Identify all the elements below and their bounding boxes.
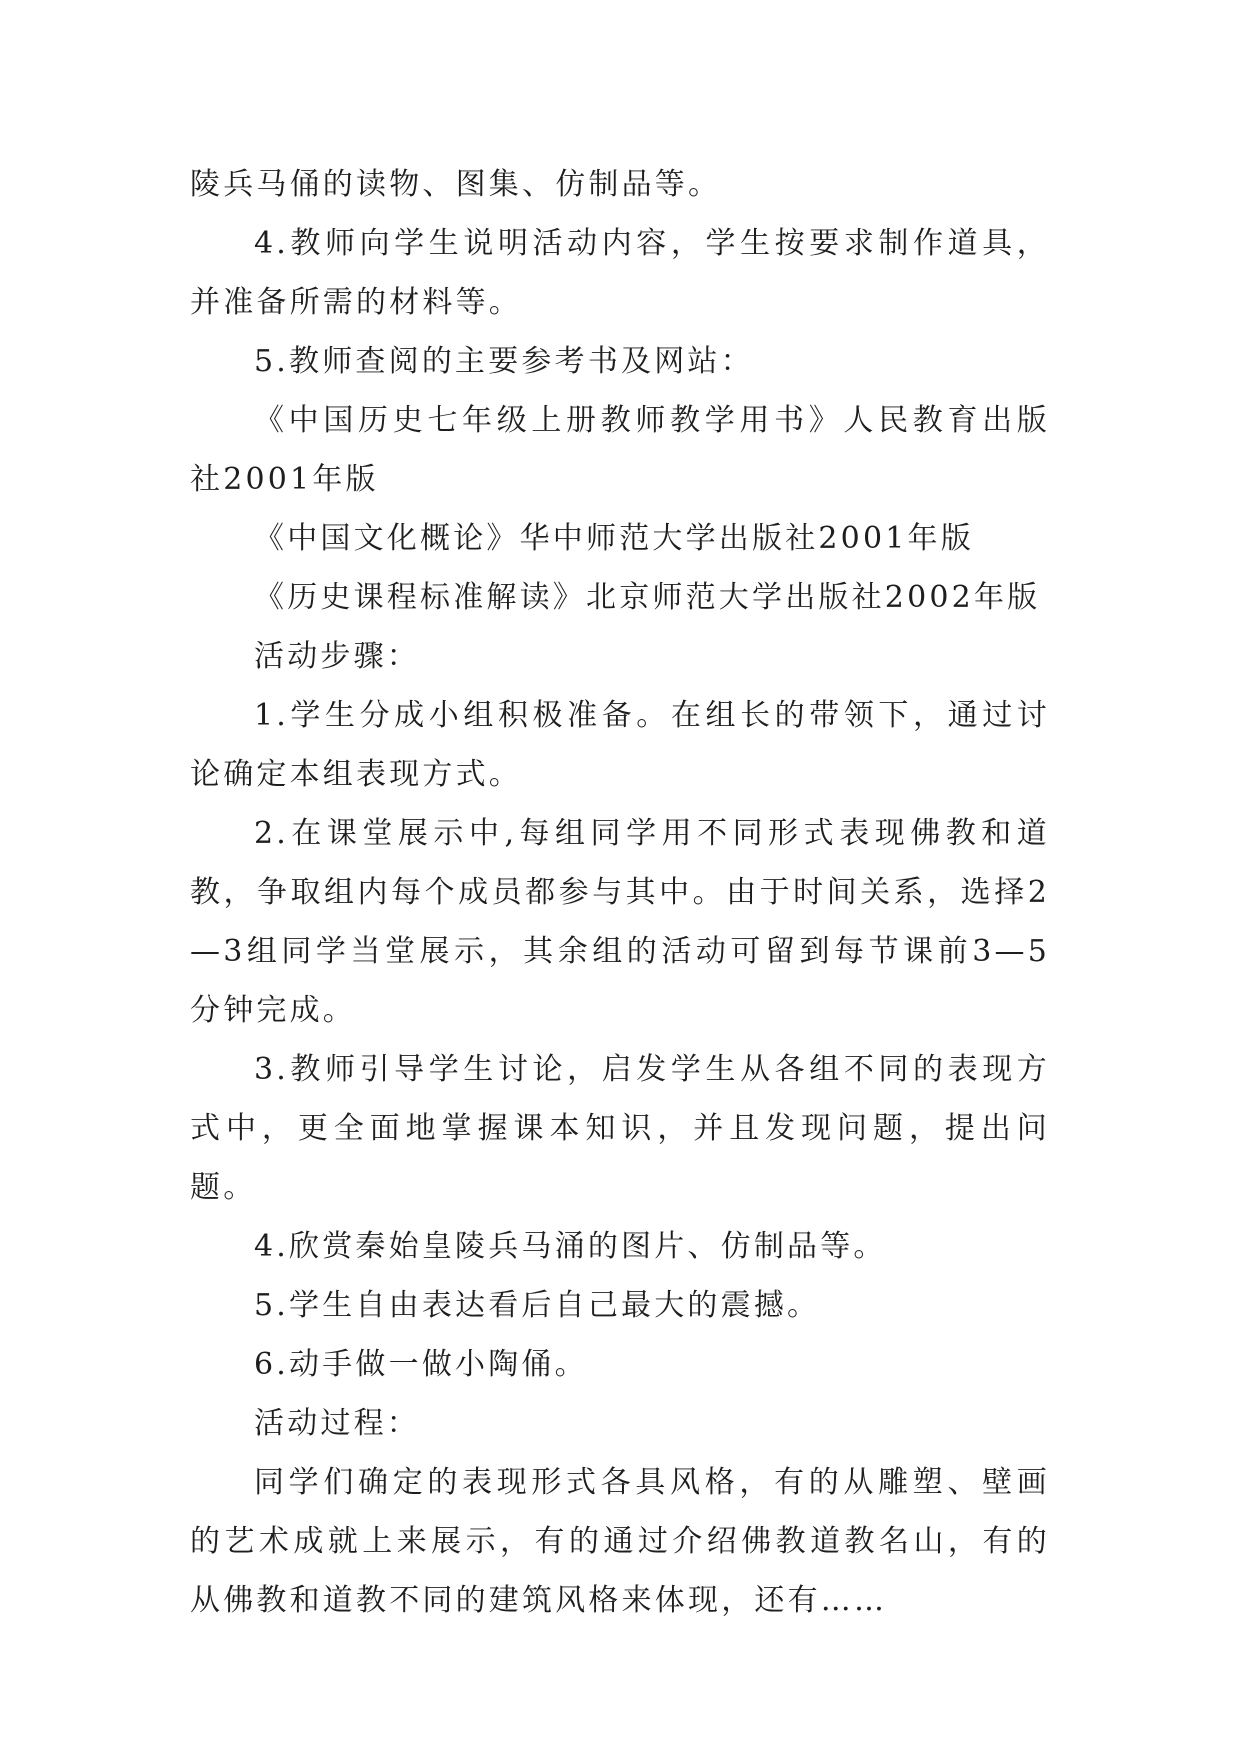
- step-4: 4.欣赏秦始皇陵兵马涌的图片、仿制品等。: [254, 1229, 887, 1264]
- paragraph-2: 4.教师向学生说明活动内容，学生按要求制作道具，并准备所需的材料等。: [190, 226, 1050, 320]
- reference-1: 《中国历史七年级上册教师教学用书》人民教育出版社2001年版: [190, 403, 1050, 497]
- reference-2: 《中国文化概论》华中师范大学出版社2001年版: [254, 521, 974, 556]
- step-6: 6.动手做一做小陶俑。: [254, 1347, 588, 1382]
- paragraph-1: 陵兵马俑的读物、图集、仿制品等。: [190, 167, 722, 202]
- step-1: 1.学生分成小组积极准备。在组长的带领下，通过讨论确定本组表现方式。: [190, 698, 1050, 792]
- paragraph-3: 5.教师查阅的主要参考书及网站：: [254, 344, 754, 379]
- step-2: 2.在课堂展示中,每组同学用不同形式表现佛教和道教，争取组内每个成员都参与其中。由于时间关系，选择2—3组同学当堂展示，其余组的活动可留到每节课前3—5分钟完成。: [190, 816, 1050, 1028]
- step-3: 3.教师引导学生讨论，启发学生从各组不同的表现方式中，更全面地掌握课本知识，并且发现问题，提出问题。: [190, 1052, 1050, 1205]
- reference-3: 《历史课程标准解读》北京师范大学出版社2002年版: [254, 580, 1041, 615]
- process-description: 同学们确定的表现形式各具风格，有的从雕塑、壁画的艺术成就上来展示，有的通过介绍佛教道教名山，有的从佛教和道教不同的建筑风格来体现，还有……: [190, 1465, 1050, 1618]
- section-heading-process: 活动过程：: [254, 1406, 420, 1441]
- section-heading-steps: 活动步骤：: [254, 639, 420, 674]
- step-5: 5.学生自由表达看后自己最大的震撼。: [254, 1288, 821, 1323]
- document-body: [190, 155, 1050, 1630]
